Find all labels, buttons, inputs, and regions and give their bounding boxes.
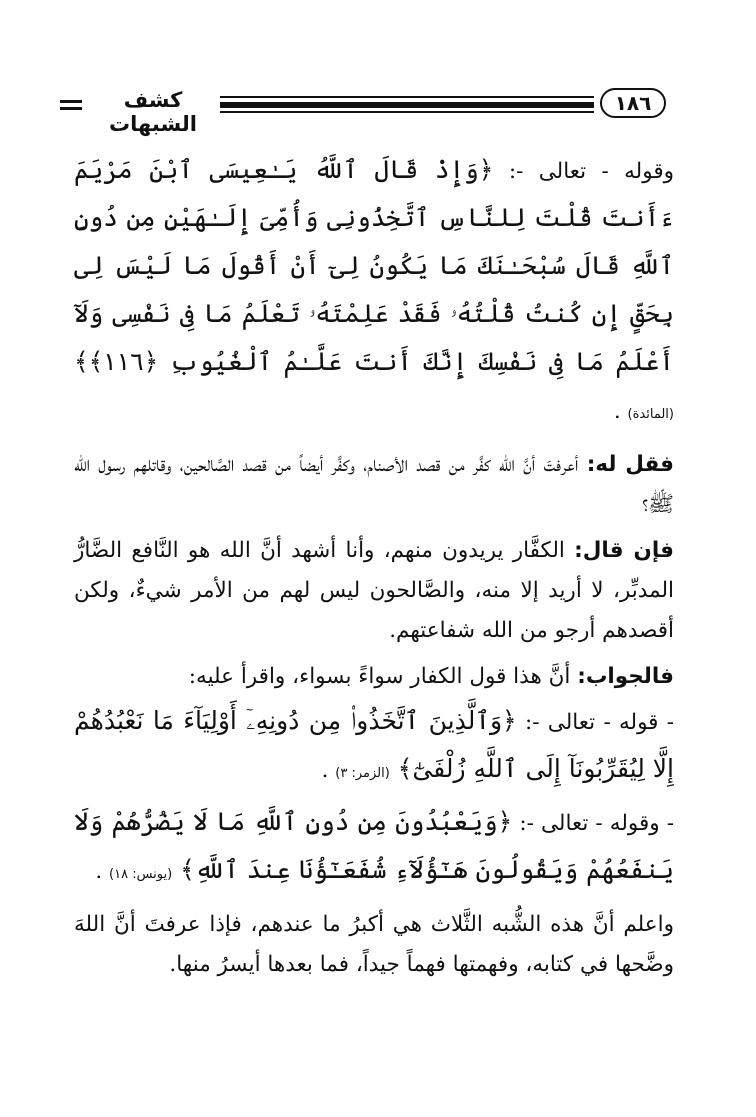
header-rule-bottom bbox=[220, 111, 594, 113]
paragraph-quote-zumar bbox=[74, 697, 674, 798]
paragraph-text: الكفَّار يريدون منهم، وأنا أشهد أنَّ الله هو النَّافع الضَّارُّ المدبِّر، لا أريد إلا منه، والصَّالحون ليس لهم من الأمر شيءٌ، ولكن أقصدهم أرجو من الله شفاعتهم. bbox=[74, 538, 674, 643]
verse-reference: (يونس: ١٨) bbox=[109, 867, 173, 882]
paragraph-quote-yunus bbox=[74, 798, 674, 899]
quote-lead: - وقوله - تعالى -: bbox=[512, 811, 674, 836]
quran-verse: ﴿وَٱلَّذِينَ ٱتَّخَذُوا۟ مِن دُونِهِۦٓ أَوْلِيَآءَ مَا نَعْبُدُهُمْ إِلَّا لِيُقَرِّبُونَآ إِلَى ٱللَّهِ زُلْفَىٰٓ﴾ bbox=[74, 706, 674, 783]
paragraph-if-he-says bbox=[74, 531, 674, 651]
page-header bbox=[60, 86, 666, 136]
paragraph-text: أعرفتَ أنَّ الله كفَّر من قصد الأصنام، وكفَّر أيضاً من قصد الصَّالحين، وقاتلهم رسول الله ﷺ؟ bbox=[74, 452, 674, 517]
paragraph-conclusion bbox=[74, 905, 674, 985]
quran-verse: ﴿وَيَعْبُدُونَ مِن دُونِ ٱللَّهِ مَا لَا يَضُرُّهُمْ وَلَا يَنفَعُهُمْ وَيَقُولُونَ هَـٰٓؤُلَآءِ شُفَعَـٰٓؤُنَا عِندَ ٱللَّهِ﴾ bbox=[74, 807, 674, 884]
section-label: فقل له: bbox=[586, 452, 674, 477]
section-label: فإن قال: bbox=[574, 538, 674, 563]
paragraph-text: واعلم أنَّ هذه الشُّبه الثَّلاث هي أكبرُ ما عندهم، فإذا عرفتَ أنَّ اللهَ وضَّحها في كتابه، وفهمتها فهماً جيداً، فما بعدها أيسرُ منها. bbox=[74, 912, 674, 977]
page-number: ١٨٦ bbox=[600, 88, 666, 118]
sentence-end: . bbox=[95, 859, 110, 884]
book-title: كشف الشبهات bbox=[109, 88, 197, 136]
sentence-end: . bbox=[321, 758, 336, 783]
paragraph-text: أنَّ هذا قول الكفار سواءً بسواء، واقرأ عليه: bbox=[188, 664, 578, 689]
quote-lead: وقوله - تعالى -: bbox=[493, 159, 674, 184]
paragraph-quote-maidah bbox=[74, 146, 674, 439]
section-label: فالجواب: bbox=[577, 664, 674, 689]
verse-reference: (الزمر: ٣) bbox=[335, 766, 390, 781]
quote-lead: - قوله - تعالى -: bbox=[516, 710, 674, 735]
header-ornament bbox=[60, 100, 82, 110]
paragraph-answer bbox=[74, 657, 674, 697]
verse-reference: (المائدة) bbox=[627, 407, 674, 422]
quran-verse: ﴿وَإِذْ قَالَ ٱللَّهُ يَـٰعِيسَى ٱبْنَ مَرْيَمَ ءَأَنتَ قُلْتَ لِلنَّاسِ ٱتَّخِذُونِى وَأُمِّىَ إِلَـٰهَيْنِ مِن دُونِ ٱللَّهِ قَالَ سُبْحَـٰنَكَ مَا يَكُونُ لِىٓ أَنْ أَقُولَ مَا لَيْسَ لِى بِحَقٍّ إِن كُنتُ قُلْتُهُۥ فَقَدْ عَلِمْتَهُۥ تَعْلَمُ مَا فِى نَفْسِى وَلَآ أَعْلَمُ مَا فِى نَفْسِكَ إِنَّكَ أَنتَ عَلَّـٰمُ ٱلْغُيُوبِ ﴿١١٦﴾﴾ bbox=[74, 155, 674, 376]
header-rule-thick bbox=[220, 102, 594, 108]
sentence-end: . bbox=[613, 399, 628, 424]
paragraph-say-to-him bbox=[74, 445, 674, 525]
page-body bbox=[74, 146, 674, 985]
header-rule-top bbox=[220, 96, 594, 98]
